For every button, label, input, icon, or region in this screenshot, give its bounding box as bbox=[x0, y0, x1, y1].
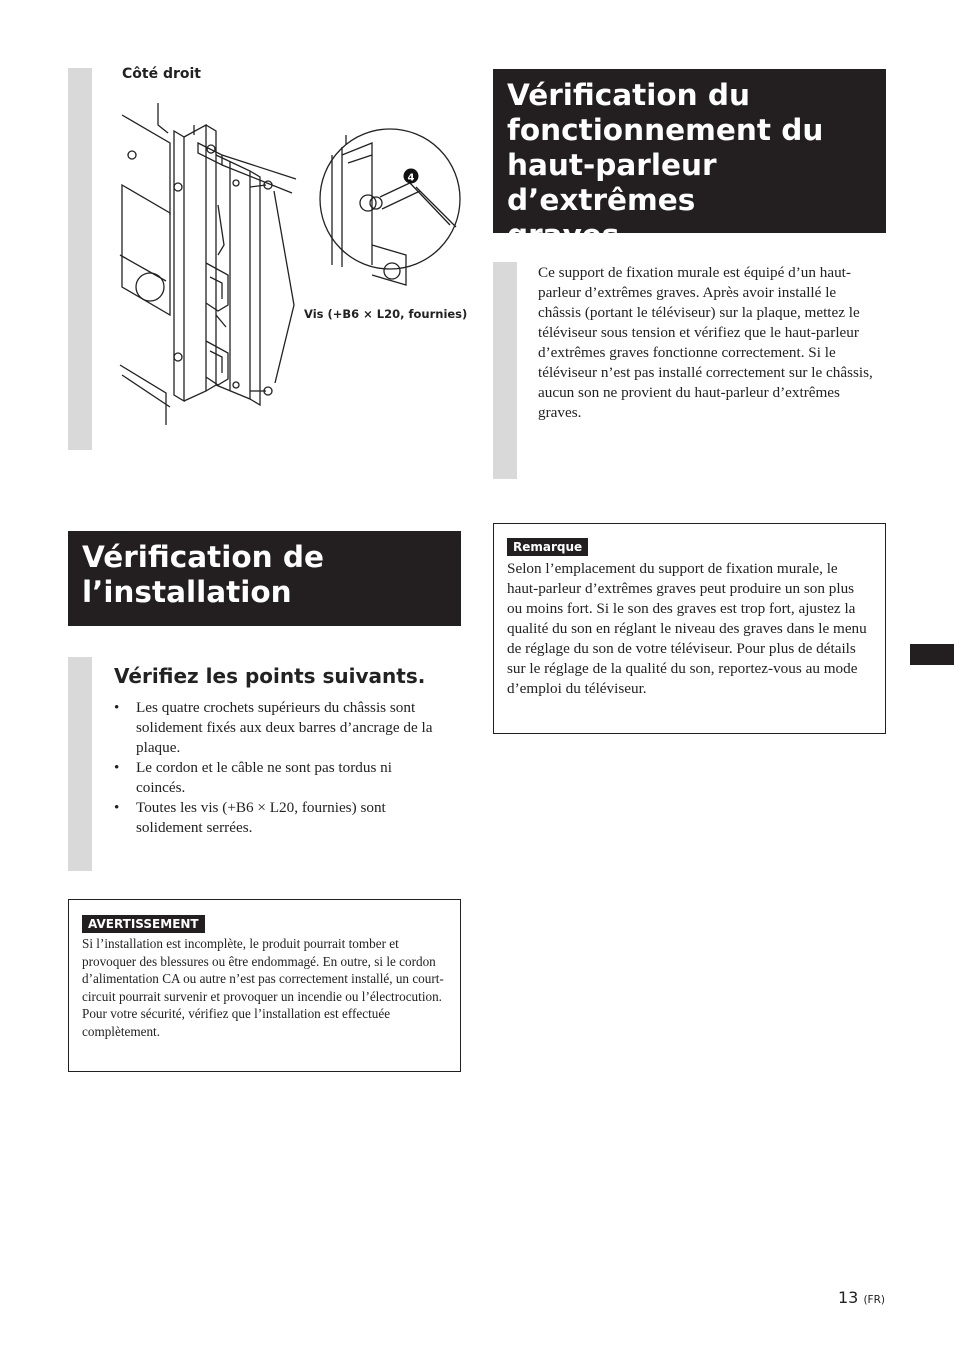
callout-number: 4 bbox=[407, 172, 415, 184]
subwoofer-title-line: graves bbox=[507, 218, 620, 252]
remark-box bbox=[493, 523, 886, 734]
install-section-header bbox=[68, 531, 461, 626]
figure-caption: Côté droit bbox=[122, 66, 201, 82]
warning-text: Si l’installation est incomplète, le produit pourrait tomber et provoquer des blessures ou être endommagé. En outre, si le cordon d’alimentation CA ou autre n’est pas correctement installé, un court-circuit pourrait survenir et provoquer un incendie ou l’électrocution. Pour votre sécurité, vérifiez que l’installation est effectuée complètement. bbox=[82, 936, 444, 1039]
subwoofer-title-line: fonctionnement du bbox=[507, 113, 824, 147]
checklist-item: • Les quatre crochets supérieurs du châssis sont solidement fixés aux deux barres d’ancrage de la plaque. bbox=[113, 698, 443, 758]
chassis-mounting-illustration bbox=[110, 95, 470, 425]
install-title-line2: l’installation bbox=[82, 575, 292, 609]
subwoofer-body: Ce support de fixation murale est équipé d’un haut-parleur d’extrêmes graves. Après avoir installé le châssis (portant le téléviseur) sur la plaque, mettez le téléviseur sous tension et vérifiez que le haut-parleur d’extrêmes graves fonctionne correctement. Si le téléviseur n’est pas installé correctement sur le châssis, aucun son ne provient du haut-parleur d’extrêmes graves. bbox=[538, 264, 873, 421]
subwoofer-title-line: haut-parleur d’extrêmes bbox=[507, 148, 717, 217]
page-number bbox=[838, 1288, 885, 1307]
subwoofer-sidebar-bar bbox=[493, 262, 517, 479]
page-number-value: 13 bbox=[838, 1288, 859, 1307]
page-lang-code: (FR) bbox=[863, 1294, 885, 1306]
checklist-item: • Le cordon et le câble ne sont pas tordus ni coincés. bbox=[113, 758, 443, 798]
install-title-line1: Vérification de bbox=[82, 540, 325, 574]
install-sidebar-bar bbox=[68, 657, 92, 871]
checklist-item: • Toutes les vis (+B6 × L20, fournies) sont solidement serrées. bbox=[113, 798, 443, 838]
warning-box bbox=[68, 899, 461, 1072]
screw-label: Vis (+B6 × L20, fournies) bbox=[304, 307, 468, 321]
chapter-tab-marker bbox=[910, 644, 954, 665]
install-checklist bbox=[113, 698, 443, 838]
figure-sidebar-bar bbox=[68, 68, 92, 450]
warning-label: AVERTISSEMENT bbox=[82, 915, 205, 933]
subwoofer-section-header bbox=[493, 69, 886, 252]
subwoofer-title-line: Vérification du bbox=[507, 78, 751, 112]
install-subheading: Vérifiez les points suivants. bbox=[114, 664, 426, 688]
remark-label: Remarque bbox=[507, 538, 588, 556]
remark-text: Selon l’emplacement du support de fixation murale, le haut-parleur d’extrêmes graves peut produire un son plus ou moins fort. Si le son des graves est trop fort, ajustez la qualité du son en réglant le niveau des graves dans le menu de réglage du son de votre téléviseur. Pour plus de détails sur le réglage de la qualité du son, reportez-vous au mode d’emploi du téléviseur. bbox=[507, 560, 867, 697]
